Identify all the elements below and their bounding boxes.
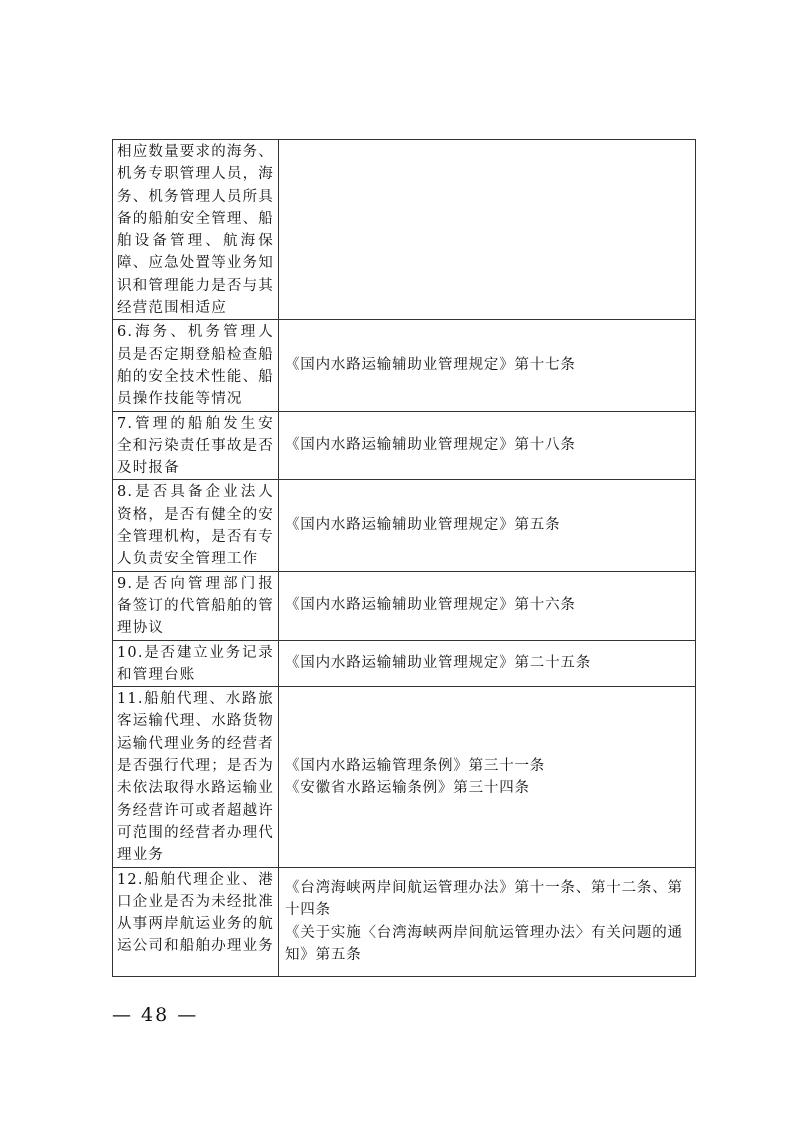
inspection-item-cell: 7.管理的船舶发生安全和污染责任事故是否及时报备 <box>113 411 279 480</box>
legal-basis-cell <box>279 867 696 976</box>
legal-basis-line: 《关于实施〈台湾海峡两岸间航运管理办法〉有关问题的通知》第五条 <box>285 924 683 963</box>
inspection-table-body <box>113 140 696 977</box>
table-row <box>113 687 696 867</box>
legal-basis-line: 《国内水路运输辅助业管理规定》第十八条 <box>285 437 576 454</box>
legal-basis-cell <box>279 411 696 480</box>
legal-basis-line: 《台湾海峡两岸间航运管理办法》第十一条、第十二条、第十四条 <box>285 879 683 919</box>
inspection-item-cell: 12.船舶代理企业、港口企业是否为未经批准从事两岸航运业务的航运公司和船舶办理业务 <box>113 867 279 976</box>
table-row <box>113 571 696 640</box>
inspection-item-cell: 8.是否具备企业法人资格，是否有健全的安全管理机构，是否有专人负责安全管理工作 <box>113 480 279 571</box>
legal-basis-line: 《国内水路运输辅助业管理规定》第五条 <box>285 517 561 534</box>
legal-basis-cell <box>279 320 696 411</box>
page-number: — 48 — <box>112 1004 199 1026</box>
inspection-item-cell: 9.是否向管理部门报备签订的代管船舶的管理协议 <box>113 571 279 640</box>
inspection-item-cell: 11.船舶代理、水路旅客运输代理、水路货物运输代理业务的经营者是否强行代理；是否为未依法取得水路运输业务经营许可或者超越许可范围的经营者办理代理业务 <box>113 687 279 867</box>
legal-basis-cell <box>279 571 696 640</box>
legal-basis-line: 《安徽省水路运输条例》第三十四条 <box>285 779 530 796</box>
inspection-item-cell: 相应数量要求的海务、机务专职管理人员，海务、机务管理人员所具备的船舶安全管理、船舶设备管理、航海保障、应急处置等业务知识和管理能力是否与其经营范围相适应 <box>113 140 279 320</box>
legal-basis-cell <box>279 640 696 687</box>
legal-basis-line: 《国内水路运输辅助业管理规定》第十六条 <box>285 597 576 614</box>
table-row <box>113 320 696 411</box>
table-row <box>113 640 696 687</box>
legal-basis-line: 《国内水路运输辅助业管理规定》第十七条 <box>285 357 576 374</box>
inspection-table <box>112 139 696 977</box>
legal-basis-cell <box>279 687 696 867</box>
legal-basis-line: 《国内水路运输管理条例》第三十一条 <box>285 757 546 774</box>
table-row <box>113 411 696 480</box>
table-row <box>113 140 696 320</box>
legal-basis-cell <box>279 480 696 571</box>
table-row <box>113 867 696 976</box>
legal-basis-cell <box>279 140 696 320</box>
legal-basis-line: 《国内水路运输辅助业管理规定》第二十五条 <box>285 655 591 672</box>
inspection-item-cell: 10.是否建立业务记录和管理台账 <box>113 640 279 687</box>
inspection-item-cell: 6.海务、机务管理人员是否定期登船检查船舶的安全技术性能、船员操作技能等情况 <box>113 320 279 411</box>
table-row <box>113 480 696 571</box>
